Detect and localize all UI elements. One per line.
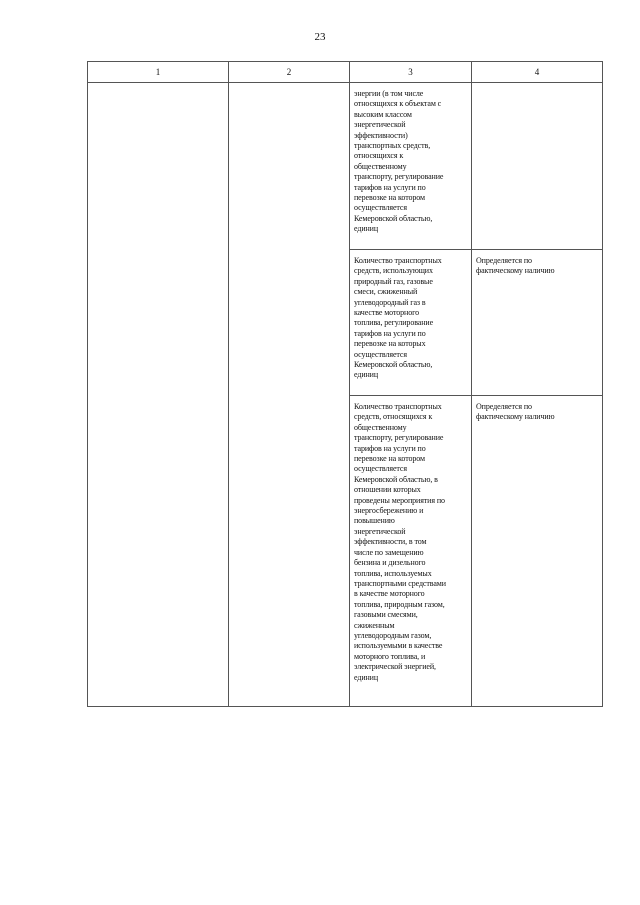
document-table (87, 61, 603, 707)
column-header-4: 4 (472, 62, 603, 83)
table-cell-col3 (350, 396, 472, 707)
method-text (472, 83, 602, 92)
column-header-1: 1 (88, 62, 229, 83)
table-cell-col4 (472, 83, 603, 250)
table-cell-col4 (472, 250, 603, 396)
indicator-text: энергии (в том числе относящихся к объектам с высоким классом энергетической эффективности) транспортных средств, относящихся к общественному транспорту, регулирование тарифов на услуги по перевозке на котором осуществляется Кемеровской областью, единиц (354, 89, 444, 234)
table-cell-col2 (229, 83, 350, 707)
table-cell-col3 (350, 83, 472, 250)
table-header-row (88, 62, 603, 83)
cell-text (88, 83, 228, 92)
cell-text (229, 83, 349, 92)
table-cell-col3 (350, 250, 472, 396)
table-row (88, 83, 603, 250)
page-number: 23 (314, 31, 326, 43)
indicator-text: Количество транспортных средств, относящихся к общественному транспорту, регулирование тарифов на услуги по перевозке на котором осуществляется Кемеровской областью, в отношении которых проведены мероприятия по энергосбережению и повышению энергетической эффективности, в том числе по замещению бензина и дизельного топлива, используемых транспортными средствами в качестве моторного топлива, природным газом, газовыми смесями, сжиженным углеводородным газом, используемыми в качестве моторного топлива, и электрической энергией, единиц (354, 402, 446, 682)
indicator-text: Количество транспортных средств, использующих природный газ, газовые смеси, сжиженный углеводородный газ в качестве моторного топлива, регулирование тарифов на услуги по перевозке на которых осуществляется Кемеровской областью, единиц (354, 256, 442, 380)
column-header-3: 3 (350, 62, 472, 83)
table-cell-col1 (88, 83, 229, 707)
method-text: Определяется по фактическому наличию (476, 256, 555, 276)
column-header-2: 2 (229, 62, 350, 83)
method-text: Определяется по фактическому наличию (476, 402, 555, 422)
table-cell-col4 (472, 396, 603, 707)
